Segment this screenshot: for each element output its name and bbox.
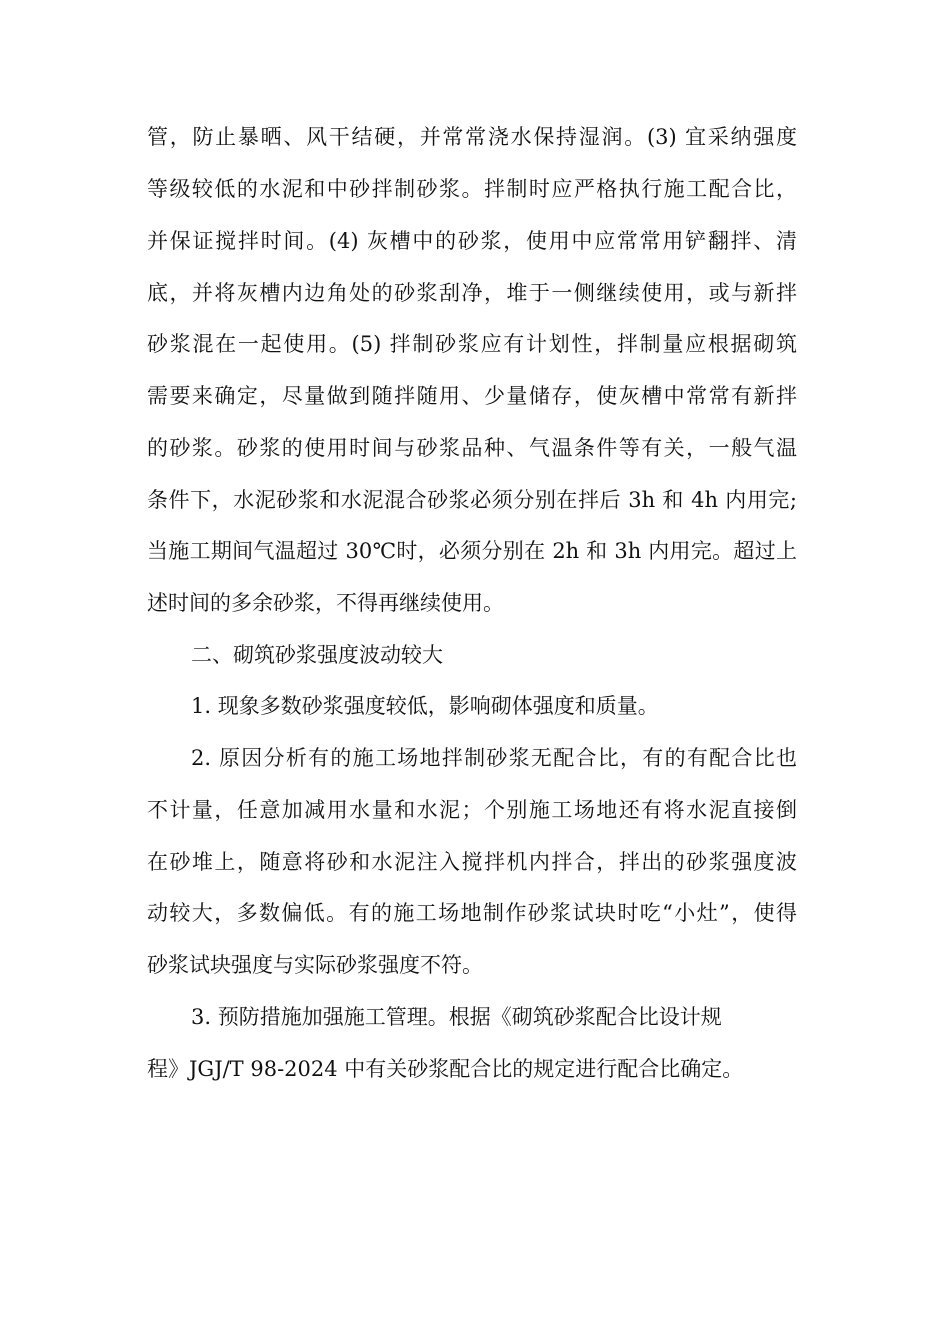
body-line: 需要来确定，尽量做到随拌随用、少量储存，使灰槽中常常有新拌 — [147, 384, 797, 408]
body-line: 述时间的多余砂浆，不得再继续使用。 — [147, 591, 504, 615]
body-line: 等级较低的水泥和中砂拌制砂浆。拌制时应严格执行施工配合比， — [147, 177, 797, 201]
body-line: 的砂浆。砂浆的使用时间与砂浆品种、气温条件等有关，一般气温 — [147, 436, 797, 460]
body-line: 条件下，水泥砂浆和水泥混合砂浆必须分别在拌后 3h 和 4h 内用完; — [147, 488, 797, 512]
body-line: 砂浆试块强度与实际砂浆强度不符。 — [147, 953, 483, 977]
body-line: 不计量，任意加减用水量和水泥；个别施工场地还有将水泥直接倒 — [147, 798, 797, 822]
body-line: 底，并将灰槽内边角处的砂浆刮净，堆于一侧继续使用，或与新拌 — [147, 281, 797, 305]
body-line: 砂浆混在一起使用。(5) 拌制砂浆应有计划性，拌制量应根据砌筑 — [147, 332, 797, 356]
body-line: 2. 原因分析有的施工场地拌制砂浆无配合比，有的有配合比也 — [191, 746, 797, 770]
section-heading: 二、砌筑砂浆强度波动较大 — [191, 643, 443, 667]
body-line: 3. 预防措施加强施工管理。根据《砌筑砂浆配合比设计规 — [191, 1005, 722, 1029]
body-line: 在砂堆上，随意将砂和水泥注入搅拌机内拌合，拌出的砂浆强度波 — [147, 850, 797, 874]
body-line: 并保证搅拌时间。(4) 灰槽中的砂浆，使用中应常常用铲翻拌、清 — [147, 229, 797, 253]
body-line: 当施工期间气温超过 30℃时，必须分别在 2h 和 3h 内用完。超过上 — [147, 539, 797, 563]
body-line: 管，防止暴晒、风干结硬，并常常浇水保持湿润。(3) 宜采纳强度 — [147, 125, 797, 149]
body-line: 1. 现象多数砂浆强度较低，影响砌体强度和质量。 — [191, 694, 659, 718]
body-line: 程》JGJ/T 98-2024 中有关砂浆配合比的规定进行配合比确定。 — [147, 1057, 744, 1081]
body-line: 动较大，多数偏低。有的施工场地制作砂浆试块时吃“小灶”，使得 — [147, 901, 797, 925]
